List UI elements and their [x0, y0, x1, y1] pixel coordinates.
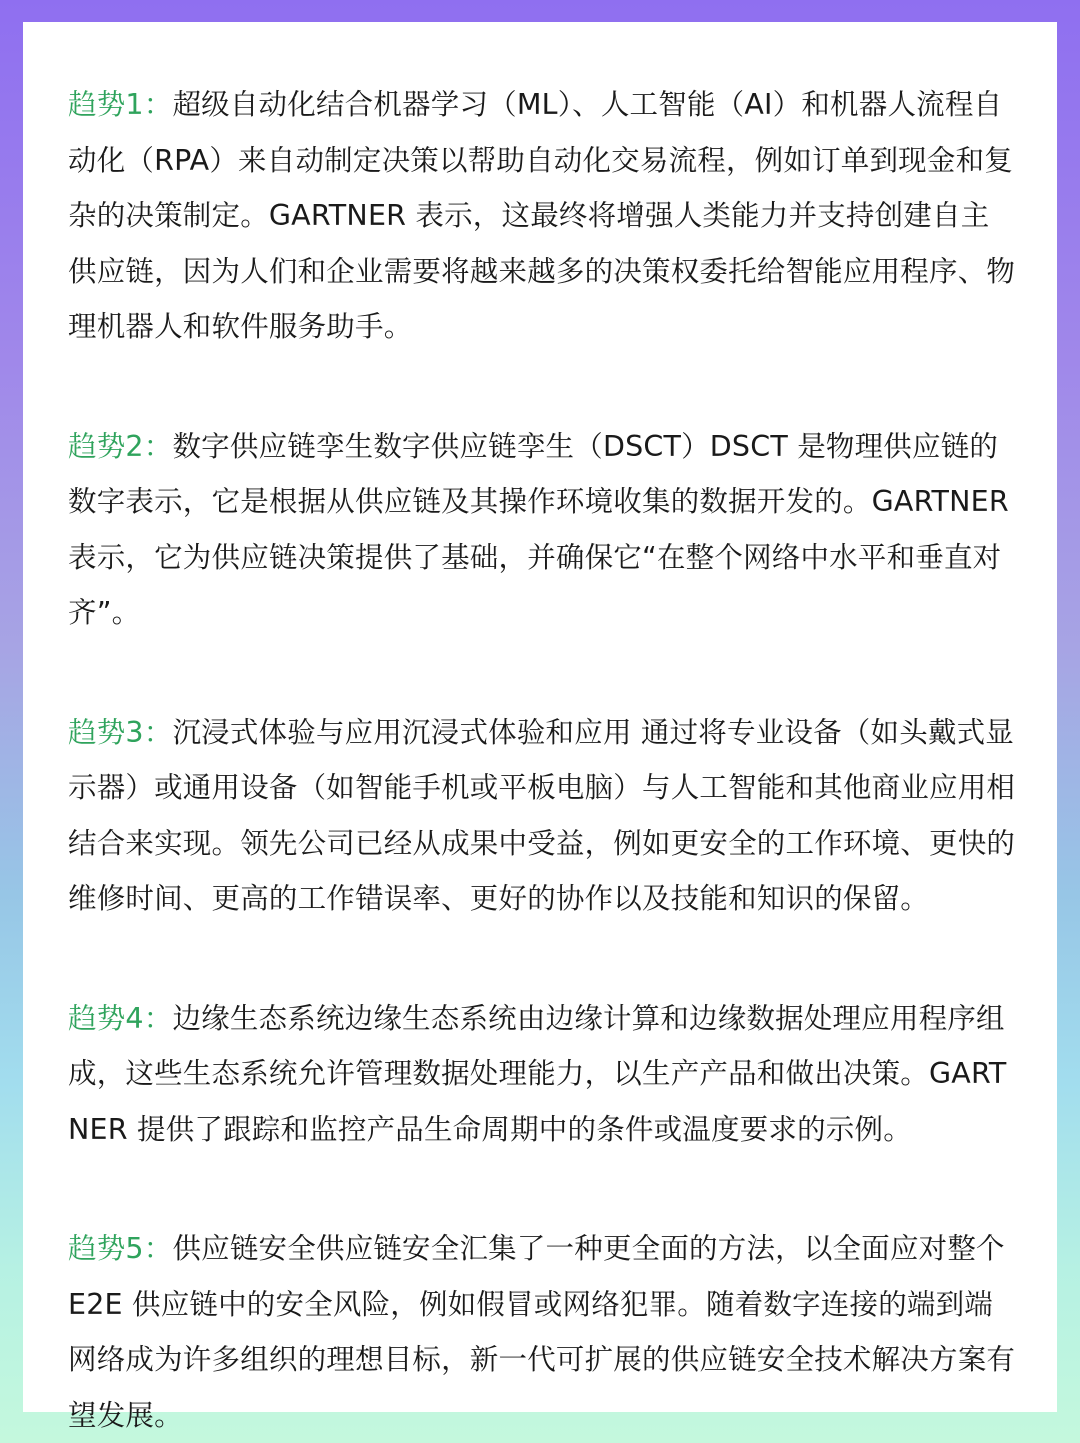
- content-card: [23, 22, 1057, 1432]
- trend-text: 数字供应链孪生数字供应链孪生（DSCT）DSCT 是物理供应链的数字表示，它是根据从供应链及其操作环境收集的数据开发的。GARTNER 表示，它为供应链决策提供了基础，并确保它“在整个网络中水平和垂直对齐”。: [68, 429, 1009, 629]
- trend-label: 趋势2：: [68, 429, 173, 463]
- trend-paragraph-2: [68, 419, 1017, 641]
- trend-label: 趋势5：: [68, 1232, 173, 1265]
- trend-paragraph-4: [68, 991, 1017, 1158]
- trend-label: 趋势4：: [68, 1001, 173, 1035]
- trend-text: 供应链安全供应链安全汇集了一种更全面的方法，以全面应对整个 E2E 供应链中的安全风险，例如假冒或网络犯罪。随着数字连接的端到端网络成为许多组织的理想目标，新一代可扩展的供应链安全技术解决方案有望发展。: [68, 1232, 1016, 1432]
- trend-paragraph-5: [68, 1221, 1017, 1443]
- trend-text: 超级自动化结合机器学习（ML）、人工智能（AI）和机器人流程自动化（RPA）来自动制定决策以帮助自动化交易流程，例如订单到现金和复杂的决策制定。GARTNER 表示，这最终将增强人类能力并支持创建自主供应链，因为人们和企业需要将越来越多的决策权委托给智能应用程序、物理机器人和软件服务助手。: [68, 88, 1016, 343]
- trend-text: 边缘生态系统边缘生态系统由边缘计算和边缘数据处理应用程序组成，这些生态系统允许管理数据处理能力，以生产产品和做出决策。GARTNER 提供了跟踪和监控产品生命周期中的条件或温度要求的示例。: [68, 1001, 1007, 1146]
- trend-label: 趋势3：: [68, 715, 173, 749]
- trend-paragraph-3: [68, 705, 1017, 927]
- trend-paragraph-1: [68, 77, 1017, 355]
- trend-label: 趋势1：: [68, 88, 173, 121]
- trend-text: 沉浸式体验与应用沉浸式体验和应用 通过将专业设备（如头戴式显示器）或通用设备（如智能手机或平板电脑）与人工智能和其他商业应用相结合来实现。领先公司已经从成果中受益，例如更安全的工作环境、更快的维修时间、更高的工作错误率、更好的协作以及技能和知识的保留。: [68, 715, 1016, 915]
